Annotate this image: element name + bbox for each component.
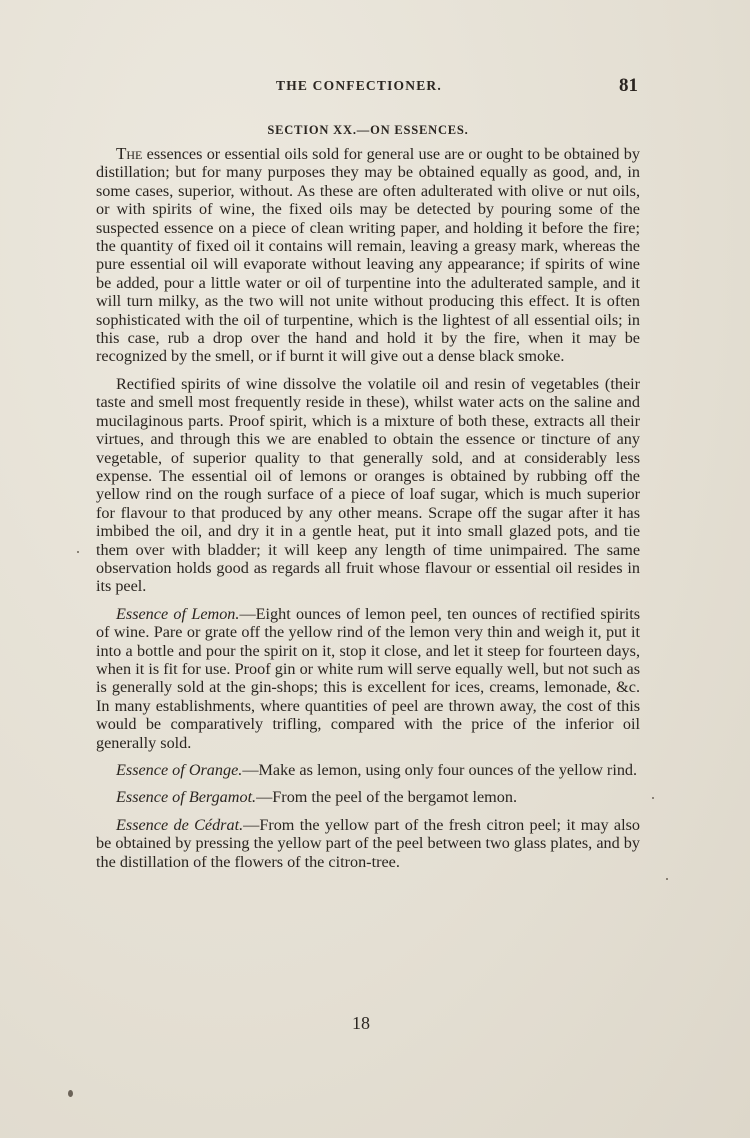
recipe-name: Essence of Lemon. [116,604,240,623]
paper-speck [652,797,654,799]
recipe-name: Essence of Bergamot. [116,788,257,807]
body-text [96,145,640,880]
recipe-name: Essence de Cédrat. [116,815,244,834]
drop-lead-word: The [116,144,143,163]
page-number: 81 [619,75,638,96]
recipe-text: —Eight ounces of lemon peel, ten ounces of rectified spirits of wine. Pare or grate off the yellow rind of the lemon very thin and weigh it, put it into a bottle and pour the spirit on it, stop it close, and let it steep for fourteen days, when it is fit for use. Proof gin or white rum will serve equally well, but not such as is generally sold at the gin-shops; this is excellent for ices, creams, lemonade, &c. In many establishments, where quantities of peel are thrown away, the cost of this would be comparatively trifling, compared with the price of the inferior oil generally sold. [96,604,640,752]
recipe-bergamot [96,788,640,806]
recipe-cedrat [96,816,640,871]
recipe-text: —From the peel of the bergamot lemon. [256,788,517,807]
recipe-orange [96,761,640,779]
recipe-text: —Make as lemon, using only four ounces of the yellow rind. [242,761,638,779]
paragraph-text: Rectified spirits of wine dissolve the volatile oil and resin of vegetables (their taste and smell most frequently reside in these), whilst water acts on the saline and mucilaginous parts. Proof spirit, which is a mixture of both these, extracts all their virtues, and through this we are enabled to obtain the essence or tincture of any vegetable, of superior quality to that generally sold, and at considerably less expense. The essential oil of lemons or oranges is obtained by rubbing off the yellow rind on the rough surface of a piece of loaf sugar, which is much superior for flavour to that produced by any other means. Scrape off the sugar after it has imbibed the oil, and dry it in a gentle heat, put it into small glazed pots, and tie them over with bladder; it will keep any length of time unimpaired. The same observation holds good as regards all fruit whose flavour or essential oil resides in its peel. [96,374,640,596]
paper-speck [666,878,668,880]
paragraph-rectified-spirits [96,375,640,596]
signature-mark: 18 [352,1013,370,1033]
running-title: THE CONFECTIONER. [276,78,442,93]
recipe-lemon [96,605,640,752]
recipe-name: Essence of Orange. [116,761,243,779]
paragraph-text: essences or essential oils sold for general use are or ought to be obtained by distillation; but for many purposes they may be obtained equally as good, and, in some cases, superior, without. As these are often adulterated with olive or nut oils, or with spirits of wine, the fixed oils may be detected by pouring some of the suspected essence on a piece of clean writing paper, and holding it before the fire; the quantity of fixed oil it contains will remain, leaving a greasy mark, whereas the pure essential oil will evaporate without leaving any appearance; if spirits of wine be added, pour a little water or oil of turpentine into the adulterated sample, and it will turn milky, as the two will not unite without producing this effect. It is often sophisticated with the oil of turpentine, which is the lightest of all essential oils; in this case, rub a drop over the hand and hold it by the fire, when it may be recognized by the smell, or if burnt it will give out a dense black smoke. [96,145,640,366]
running-head [96,75,640,100]
paper-speck [77,551,79,553]
section-heading: SECTION XX.—ON ESSENCES. [267,123,469,137]
paper-speck [68,1090,73,1097]
paragraph-intro [96,145,640,366]
recipe-text: —From the yellow part of the fresh citron peel; it may also be obtained by pressing the yellow part of the peel between two glass plates, and by the distillation of the flowers of the citron-tree. [96,815,640,871]
